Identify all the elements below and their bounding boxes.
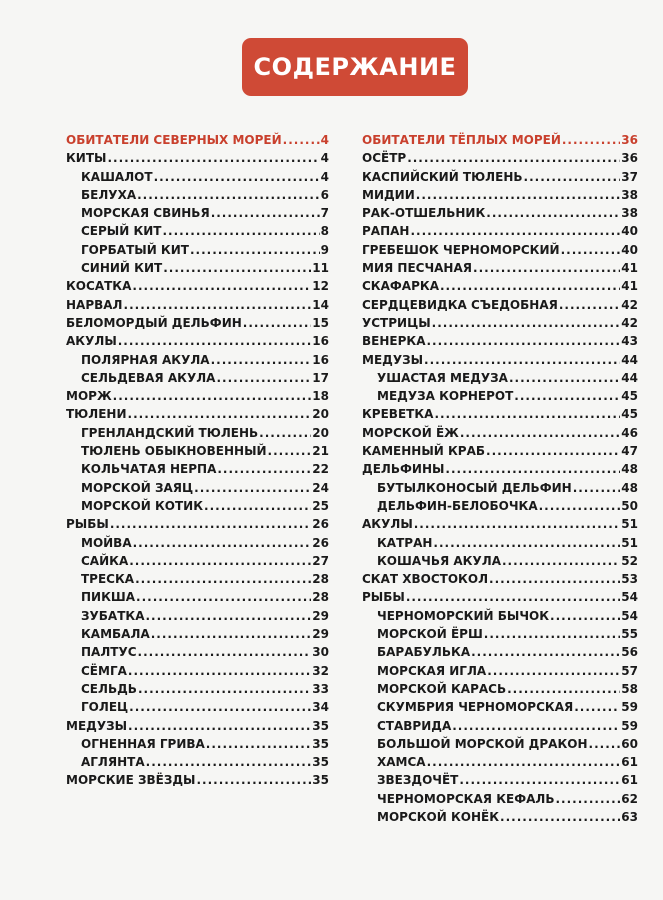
toc-entry-page-number: 50 — [621, 498, 638, 513]
toc-entry-page-number: 38 — [621, 206, 638, 221]
toc-entry — [362, 570, 638, 588]
toc-entry-page-number: 40 — [621, 242, 638, 257]
toc-entry-label: ОСЁТР — [362, 151, 407, 166]
toc-entry-page-number: 11 — [312, 261, 329, 276]
toc-entry-page-number: 35 — [312, 773, 329, 788]
toc-entry-label: РЫБЫ — [66, 517, 109, 532]
toc-entry-label: АКУЛЫ — [66, 334, 117, 349]
toc-entry-page-number: 40 — [621, 224, 638, 239]
toc-entry-page-number: 29 — [312, 627, 329, 642]
dot-leader — [502, 552, 620, 570]
toc-entry-page-number: 53 — [621, 572, 638, 587]
dot-leader — [217, 460, 311, 478]
toc-entry-label: ЗВЕЗДОЧЁТ — [377, 773, 459, 788]
dot-leader — [197, 771, 312, 789]
toc-entry-page-number: 32 — [312, 663, 329, 678]
toc-entry-page-number: 21 — [312, 444, 329, 459]
toc-entry-page-number: 41 — [621, 279, 638, 294]
toc-entry-label: МЕДУЗЫ — [66, 718, 128, 733]
toc-entry — [362, 735, 638, 753]
toc-entry-page-number: 35 — [312, 736, 329, 751]
toc-entry — [66, 771, 329, 789]
toc-entry-page-number: 35 — [312, 755, 329, 770]
toc-entry — [362, 277, 638, 295]
toc-entry-page-number: 34 — [312, 700, 329, 715]
toc-entry — [66, 259, 329, 277]
toc-entry — [362, 790, 638, 808]
dot-leader — [507, 680, 620, 698]
dot-leader — [410, 222, 620, 240]
toc-entry-label: ЧЕРНОМОРСКИЙ БЫЧОК — [377, 608, 550, 623]
dot-leader — [471, 643, 620, 661]
dot-leader — [129, 698, 311, 716]
toc-entry-label: РАК-ОТШЕЛЬНИК — [362, 206, 486, 221]
toc-entry-page-number: 59 — [621, 700, 638, 715]
toc-entry — [66, 314, 329, 332]
toc-entry — [362, 534, 638, 552]
toc-entry-page-number: 17 — [312, 370, 329, 385]
toc-entry-label: ЗУБАТКА — [81, 608, 145, 623]
toc-entry — [66, 424, 329, 442]
toc-entry-label: СИНИЙ КИТ — [81, 261, 163, 276]
toc-entry-page-number: 27 — [312, 553, 329, 568]
toc-entry-label: СЕРЫЙ КИТ — [81, 224, 162, 239]
toc-entry-label: МОРСКИЕ ЗВЁЗДЫ — [66, 773, 196, 788]
dot-leader — [432, 314, 621, 332]
toc-entry-page-number: 63 — [621, 809, 638, 824]
dot-leader — [487, 662, 620, 680]
dot-leader — [137, 186, 320, 204]
toc-entry-page-number: 52 — [621, 553, 638, 568]
toc-entry-page-number: 62 — [621, 791, 638, 806]
toc-entry — [362, 405, 638, 423]
dot-leader — [440, 277, 620, 295]
toc-entry — [66, 241, 329, 259]
toc-entry — [66, 442, 329, 460]
toc-entry-label: РАПАН — [362, 224, 410, 239]
toc-entry-page-number: 14 — [312, 297, 329, 312]
toc-entry — [362, 460, 638, 478]
toc-entry-page-number: 55 — [621, 627, 638, 642]
toc-entry-label: КИТЫ — [66, 151, 107, 166]
toc-entry-page-number: 4 — [320, 133, 329, 147]
dot-leader — [562, 131, 620, 149]
dot-leader — [424, 351, 620, 369]
toc-entry — [362, 717, 638, 735]
toc-entry — [362, 442, 638, 460]
dot-leader — [574, 698, 620, 716]
toc-entry-page-number: 57 — [621, 663, 638, 678]
toc-entry-page-number: 28 — [312, 590, 329, 605]
toc-entry — [66, 753, 329, 771]
toc-entry-label: СКАТ ХВОСТОКОЛ — [362, 572, 489, 587]
toc-entry — [66, 405, 329, 423]
toc-entry-page-number: 44 — [621, 370, 638, 385]
toc-entry-label: ОБИТАТЕЛИ СЕВЕРНЫХ МОРЕЙ — [66, 133, 282, 147]
toc-entry-page-number: 36 — [621, 133, 638, 147]
toc-entry — [362, 259, 638, 277]
toc-entry-label: ОБИТАТЕЛИ ТЁПЛЫХ МОРЕЙ — [362, 133, 561, 147]
toc-entry — [66, 625, 329, 643]
toc-entry-label: ГОЛЕЦ — [81, 700, 129, 715]
toc-entry-page-number: 61 — [621, 773, 638, 788]
toc-entry — [66, 698, 329, 716]
dot-leader — [135, 570, 311, 588]
dot-leader — [452, 717, 620, 735]
dot-leader — [146, 607, 312, 625]
toc-entry-page-number: 28 — [312, 572, 329, 587]
dot-leader — [211, 204, 320, 222]
toc-entry-page-number: 24 — [312, 480, 329, 495]
toc-column-right — [362, 131, 638, 826]
toc-entry — [66, 643, 329, 661]
toc-entry — [362, 680, 638, 698]
dot-leader — [407, 149, 620, 167]
dot-leader — [433, 534, 620, 552]
dot-leader — [132, 277, 311, 295]
dot-leader — [550, 607, 620, 625]
toc-entry-label: УШАСТАЯ МЕДУЗА — [377, 370, 508, 385]
toc-entry-label: МОРСКОЙ ЁРШ — [377, 627, 483, 642]
toc-entry-page-number: 42 — [621, 297, 638, 312]
toc-entry-page-number: 29 — [312, 608, 329, 623]
dot-leader — [259, 424, 311, 442]
toc-entry-page-number: 7 — [320, 206, 329, 221]
toc-entry — [66, 534, 329, 552]
toc-entry-page-number: 61 — [621, 755, 638, 770]
dot-leader — [136, 588, 311, 606]
toc-entry-page-number: 26 — [312, 517, 329, 532]
toc-entry-label: ДЕЛЬФИН-БЕЛОБОЧКА — [377, 498, 538, 513]
toc-entry-label: БУТЫЛКОНОСЫЙ ДЕЛЬФИН — [377, 480, 572, 495]
toc-entry-page-number: 58 — [621, 681, 638, 696]
dot-leader — [194, 479, 311, 497]
toc-entry-page-number: 43 — [621, 334, 638, 349]
toc-entry-label: КАМБАЛА — [81, 627, 150, 642]
dot-leader — [268, 442, 312, 460]
toc-entry — [362, 222, 638, 240]
dot-leader — [204, 497, 311, 515]
dot-leader — [509, 369, 620, 387]
toc-entry — [362, 515, 638, 533]
dot-leader — [128, 662, 311, 680]
dot-leader — [138, 643, 312, 661]
toc-entry-page-number: 8 — [320, 224, 329, 239]
dot-leader — [216, 369, 311, 387]
toc-entry — [66, 460, 329, 478]
toc-entry — [362, 625, 638, 643]
toc-entry — [66, 735, 329, 753]
toc-entry-label: АГЛЯНТА — [81, 755, 145, 770]
toc-entry-label: СЕРДЦЕВИДКА СЪЕДОБНАЯ — [362, 297, 558, 312]
dot-leader — [146, 753, 312, 771]
toc-entry — [66, 479, 329, 497]
toc-entry-label: ГОРБАТЫЙ КИТ — [81, 242, 189, 257]
toc-entry — [362, 698, 638, 716]
dot-leader — [426, 332, 620, 350]
toc-entry-page-number: 44 — [621, 352, 638, 367]
toc-entry-page-number: 4 — [320, 151, 329, 166]
toc-entry — [66, 680, 329, 698]
dot-leader — [484, 625, 621, 643]
toc-entry — [362, 753, 638, 771]
dot-leader — [459, 771, 620, 789]
dot-leader — [283, 131, 320, 149]
dot-leader — [154, 168, 320, 186]
toc-entry-page-number: 51 — [621, 535, 638, 550]
toc-entry-label: КАТРАН — [377, 535, 433, 550]
toc-entry — [362, 588, 638, 606]
toc-entry-page-number: 36 — [621, 151, 638, 166]
toc-entry — [66, 662, 329, 680]
dot-leader — [589, 735, 621, 753]
toc-entry-label: БАРАБУЛЬКА — [377, 645, 471, 660]
toc-entry — [66, 717, 329, 735]
toc-entry — [362, 497, 638, 515]
dot-leader — [243, 314, 312, 332]
toc-entry-label: СЁМГА — [81, 663, 127, 678]
toc-entry-page-number: 45 — [621, 389, 638, 404]
toc-entry — [66, 570, 329, 588]
toc-entry — [66, 168, 329, 186]
toc-entry — [362, 204, 638, 222]
toc-entry-page-number: 18 — [312, 389, 329, 404]
toc-entry-label: КРЕВЕТКА — [362, 407, 434, 422]
toc-entry — [66, 515, 329, 533]
toc-entry-page-number: 6 — [320, 187, 329, 202]
toc-entry-label: МОРСКОЙ КОНЁК — [377, 809, 500, 824]
dot-leader — [406, 588, 620, 606]
toc-entry — [362, 662, 638, 680]
toc-entry-label: СЕЛЬДЬ — [81, 681, 137, 696]
toc-entry-label: СТАВРИДА — [377, 718, 452, 733]
toc-entry-label: МОРСКАЯ ИГЛА — [377, 663, 487, 678]
toc-entry-page-number: 54 — [621, 590, 638, 605]
toc-entry-label: НАРВАЛ — [66, 297, 123, 312]
dot-leader — [500, 808, 620, 826]
toc-section-heading — [362, 131, 638, 149]
toc-entry — [362, 387, 638, 405]
toc-entry-label: БОЛЬШОЙ МОРСКОЙ ДРАКОН — [377, 736, 588, 751]
toc-entry-label: УСТРИЦЫ — [362, 315, 431, 330]
dot-leader — [559, 296, 620, 314]
toc-entry-page-number: 42 — [621, 315, 638, 330]
toc-entry-page-number: 9 — [320, 242, 329, 257]
toc-entry-page-number: 16 — [312, 334, 329, 349]
toc-entry — [66, 607, 329, 625]
toc-entry-page-number: 46 — [621, 425, 638, 440]
toc-entry-label: МОРСКОЙ ЁЖ — [362, 425, 459, 440]
toc-entry — [66, 552, 329, 570]
toc-entry-label: ПОЛЯРНАЯ АКУЛА — [81, 352, 210, 367]
dot-leader — [573, 479, 621, 497]
toc-entry — [362, 186, 638, 204]
toc-entry-page-number: 60 — [621, 736, 638, 751]
dot-leader — [118, 332, 312, 350]
toc-entry-label: КОЛЬЧАТАЯ НЕРПА — [81, 462, 217, 477]
toc-entry-page-number: 35 — [312, 718, 329, 733]
dot-leader — [486, 442, 620, 460]
dot-leader — [163, 222, 320, 240]
toc-entry-label: ГРЕБЕШОК ЧЕРНОМОРСКИЙ — [362, 242, 560, 257]
toc-entry-label: МОРСКОЙ КОТИК — [81, 498, 204, 513]
toc-entry-label: МИЯ ПЕСЧАНАЯ — [362, 261, 473, 276]
toc-entry-page-number: 47 — [621, 444, 638, 459]
dot-leader — [163, 259, 311, 277]
toc-entry-page-number: 56 — [621, 645, 638, 660]
dot-leader — [128, 405, 312, 423]
toc-entry-label: МЕДУЗА КОРНЕРОТ — [377, 389, 514, 404]
toc-entry-label: МОРСКАЯ СВИНЬЯ — [81, 206, 210, 221]
toc-entry — [362, 771, 638, 789]
dot-leader — [138, 680, 311, 698]
dot-leader — [561, 241, 621, 259]
dot-leader — [124, 296, 312, 314]
toc-entry-page-number: 20 — [312, 407, 329, 422]
toc-entry-label: ГРЕНЛАНДСКИЙ ТЮЛЕНЬ — [81, 425, 259, 440]
dot-leader — [128, 717, 311, 735]
toc-entry-label: ПАЛТУС — [81, 645, 137, 660]
toc-entry — [362, 643, 638, 661]
toc-entry-page-number: 38 — [621, 187, 638, 202]
toc-entry — [362, 552, 638, 570]
toc-entry — [362, 607, 638, 625]
dot-leader — [473, 259, 620, 277]
dot-leader — [206, 735, 312, 753]
dot-leader — [133, 534, 312, 552]
toc-entry-page-number: 4 — [320, 169, 329, 184]
toc-entry-page-number: 48 — [621, 480, 638, 495]
toc-entry-label: ХАМСА — [377, 755, 426, 770]
toc-entry-page-number: 12 — [312, 279, 329, 294]
dot-leader — [414, 515, 621, 533]
toc-entry — [362, 149, 638, 167]
dot-leader — [524, 168, 621, 186]
toc-entry-page-number: 16 — [312, 352, 329, 367]
toc-entry-label: МЕДУЗЫ — [362, 352, 424, 367]
toc-entry — [362, 168, 638, 186]
toc-entry-label: СКУМБРИЯ ЧЕРНОМОРСКАЯ — [377, 700, 574, 715]
toc-entry-page-number: 30 — [312, 645, 329, 660]
toc-entry-label: КАШАЛОТ — [81, 169, 153, 184]
dot-leader — [107, 149, 319, 167]
toc-entry — [66, 204, 329, 222]
toc-entry-label: МОЙВА — [81, 535, 132, 550]
toc-entry-label: МОРЖ — [66, 389, 112, 404]
toc-entry-label: ПИКША — [81, 590, 136, 605]
dot-leader — [489, 570, 620, 588]
dot-leader — [427, 753, 621, 771]
toc-entry — [362, 296, 638, 314]
toc-entry-page-number: 48 — [621, 462, 638, 477]
toc-column-left — [66, 131, 329, 790]
toc-entry-label: МИДИИ — [362, 187, 415, 202]
toc-entry-page-number: 59 — [621, 718, 638, 733]
toc-entry-page-number: 41 — [621, 261, 638, 276]
dot-leader — [416, 186, 621, 204]
toc-entry — [66, 149, 329, 167]
toc-entry-label: АКУЛЫ — [362, 517, 413, 532]
toc-entry-page-number: 26 — [312, 535, 329, 550]
toc-entry-label: ТЮЛЕНИ — [66, 407, 127, 422]
toc-entry-label: БЕЛОМОРДЫЙ ДЕЛЬФИН — [66, 315, 242, 330]
toc-entry-label: РЫБЫ — [362, 590, 405, 605]
dot-leader — [129, 552, 311, 570]
toc-entry — [66, 332, 329, 350]
toc-entry-label: ЧЕРНОМОРСКАЯ КЕФАЛЬ — [377, 791, 555, 806]
dot-leader — [211, 351, 312, 369]
toc-entry — [66, 369, 329, 387]
toc-entry-page-number: 15 — [312, 315, 329, 330]
toc-entry — [66, 186, 329, 204]
dot-leader — [113, 387, 312, 405]
toc-entry-label: ТЮЛЕНЬ ОБЫКНОВЕННЫЙ — [81, 444, 267, 459]
toc-entry-page-number: 51 — [621, 517, 638, 532]
dot-leader — [460, 424, 620, 442]
toc-entry — [362, 369, 638, 387]
toc-entry-label: КОШАЧЬЯ АКУЛА — [377, 553, 501, 568]
toc-entry-page-number: 54 — [621, 608, 638, 623]
dot-leader — [190, 241, 320, 259]
page-title: СОДЕРЖАНИЕ — [242, 38, 468, 96]
dot-leader — [539, 497, 621, 515]
toc-entry-label: МОРСКОЙ ЗАЯЦ — [81, 480, 194, 495]
toc-entry-label: ДЕЛЬФИНЫ — [362, 462, 445, 477]
toc-entry-label: САЙКА — [81, 553, 129, 568]
toc-entry-label: КОСАТКА — [66, 279, 132, 294]
toc-entry-page-number: 20 — [312, 425, 329, 440]
toc-entry-label: СКАФАРКА — [362, 279, 439, 294]
toc-entry — [66, 588, 329, 606]
dot-leader — [151, 625, 312, 643]
toc-entry-page-number: 25 — [312, 498, 329, 513]
toc-entry — [362, 479, 638, 497]
toc-entry-label: ТРЕСКА — [81, 572, 135, 587]
toc-entry — [66, 277, 329, 295]
toc-entry-label: ВЕНЕРКА — [362, 334, 426, 349]
toc-entry — [66, 351, 329, 369]
toc-entry-label: СЕЛЬДЕВАЯ АКУЛА — [81, 370, 216, 385]
dot-leader — [110, 515, 311, 533]
toc-entry — [362, 241, 638, 259]
dot-leader — [514, 387, 620, 405]
toc-entry-label: БЕЛУХА — [81, 187, 137, 202]
toc-entry — [362, 314, 638, 332]
toc-entry-page-number: 22 — [312, 462, 329, 477]
toc-entry — [66, 222, 329, 240]
toc-entry — [362, 332, 638, 350]
dot-leader — [486, 204, 620, 222]
toc-entry-label: КАМЕННЫЙ КРАБ — [362, 444, 486, 459]
toc-entry — [362, 424, 638, 442]
toc-section-heading — [66, 131, 329, 149]
toc-entry-page-number: 33 — [312, 681, 329, 696]
toc-entry — [66, 387, 329, 405]
toc-entry — [66, 497, 329, 515]
dot-leader — [445, 460, 620, 478]
toc-entry — [362, 351, 638, 369]
toc-entry — [66, 296, 329, 314]
toc-entry-page-number: 45 — [621, 407, 638, 422]
toc-entry-label: КАСПИЙСКИЙ ТЮЛЕНЬ — [362, 169, 523, 184]
dot-leader — [434, 405, 620, 423]
toc-entry-page-number: 37 — [621, 169, 638, 184]
dot-leader — [556, 790, 621, 808]
toc-entry — [362, 808, 638, 826]
toc-entry-label: МОРСКОЙ КАРАСЬ — [377, 681, 507, 696]
toc-entry-label: ОГНЕННАЯ ГРИВА — [81, 736, 205, 751]
